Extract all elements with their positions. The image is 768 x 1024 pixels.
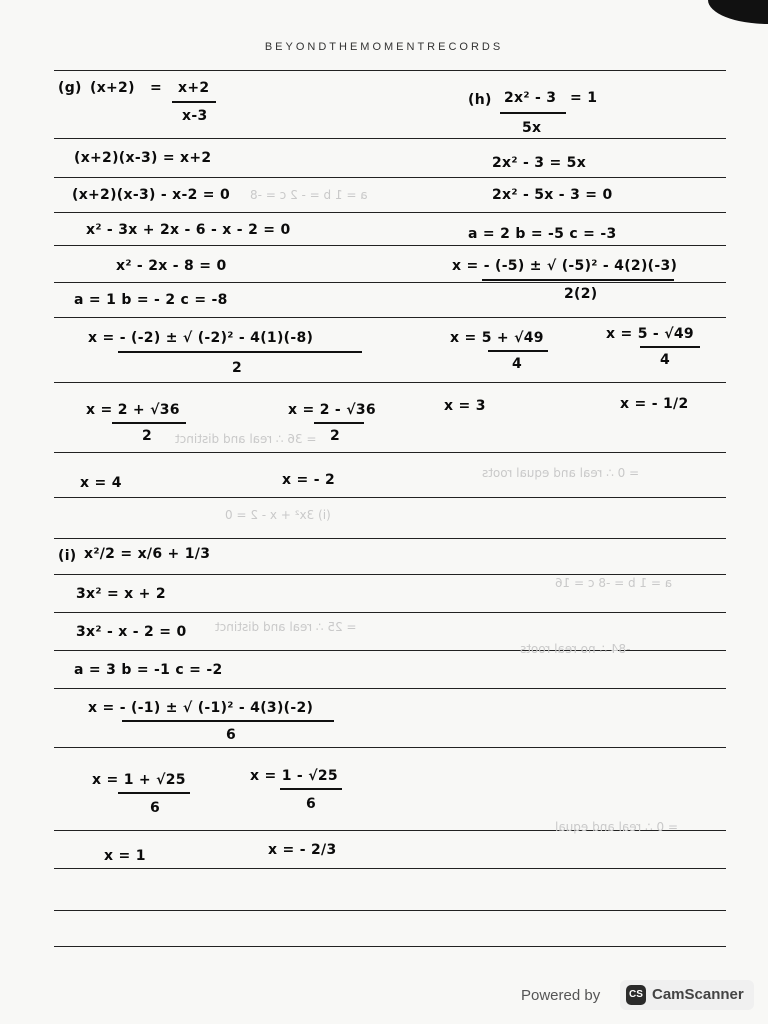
part-g-coefficients: a = 1 b = - 2 c = -8 xyxy=(74,292,228,308)
part-i-solution-minus: x = 1 - √25 xyxy=(250,768,338,784)
part-h-numerator: 2x² - 3 xyxy=(504,90,557,106)
part-g-root-1: x = 4 xyxy=(80,475,122,491)
bleed-through-text: -84 ∴ no real roots xyxy=(520,642,631,656)
part-g-root-2: x = - 2 xyxy=(282,472,336,488)
part-h-formula-denominator: 2(2) xyxy=(564,286,598,302)
part-h-denominator: 5x xyxy=(522,120,542,136)
ruled-line xyxy=(54,177,726,178)
ruled-line xyxy=(54,574,726,575)
fraction-bar xyxy=(122,720,334,722)
part-h-coefficients: a = 2 b = -5 c = -3 xyxy=(468,226,617,242)
part-g-solution-plus-denominator: 2 xyxy=(142,428,153,444)
part-g-formula-denominator: 2 xyxy=(232,360,243,376)
ruled-line xyxy=(54,538,726,539)
ruled-line xyxy=(54,946,726,947)
part-h-step-2: 2x² - 5x - 3 = 0 xyxy=(492,187,613,203)
part-h-solution-plus: x = 5 + √49 xyxy=(450,330,544,346)
ruled-line xyxy=(54,317,726,318)
fraction-bar xyxy=(118,351,362,353)
part-g-label: (g) xyxy=(58,80,82,96)
part-h-step-1: 2x² - 3 = 5x xyxy=(492,155,587,171)
ruled-line xyxy=(54,245,726,246)
part-h-root-1: x = 3 xyxy=(444,398,486,414)
bleed-through-text: = 36 ∴ real and distinct xyxy=(175,432,317,446)
fraction-bar xyxy=(172,101,216,103)
ruled-line xyxy=(54,910,726,911)
bleed-through-text: a = 1 b = - 2 c = -8 xyxy=(250,188,368,202)
part-g-step-3: x² - 3x + 2x - 6 - x - 2 = 0 xyxy=(86,222,291,238)
part-g-lhs: (x+2) xyxy=(90,80,135,96)
ruled-line xyxy=(54,452,726,453)
part-g-solution-plus: x = 2 + √36 xyxy=(86,402,180,418)
camscanner-logo-icon: CS xyxy=(626,985,646,1005)
powered-by-text: Powered by xyxy=(521,987,601,1004)
notebook-brand: BEYONDTHEMOMENTRECORDS xyxy=(264,41,504,53)
part-h-solution-plus-denominator: 4 xyxy=(512,356,523,372)
ruled-line xyxy=(54,868,726,869)
part-h-label: (h) xyxy=(468,92,492,108)
part-i-coefficients: a = 3 b = -1 c = -2 xyxy=(74,662,223,678)
ruled-line xyxy=(54,382,726,383)
camscanner-name: CamScanner xyxy=(652,986,744,1003)
part-i-root-2: x = - 2/3 xyxy=(268,842,337,858)
part-i-solution-minus-denominator: 6 xyxy=(306,796,317,812)
part-g-step-1: (x+2)(x-3) = x+2 xyxy=(74,150,212,166)
part-h-quadratic-formula: x = - (-5) ± √ (-5)² - 4(2)(-3) xyxy=(452,258,678,274)
part-i-step-2: 3x² - x - 2 = 0 xyxy=(76,624,187,640)
part-g-denominator: x-3 xyxy=(182,108,208,124)
fraction-bar xyxy=(488,350,548,352)
fraction-bar xyxy=(118,792,190,794)
fraction-bar xyxy=(314,422,364,424)
ruled-line xyxy=(54,282,726,283)
part-i-solution-plus-denominator: 6 xyxy=(150,800,161,816)
ruled-line xyxy=(54,747,726,748)
fraction-bar xyxy=(112,422,186,424)
part-h-root-2: x = - 1/2 xyxy=(620,396,689,412)
part-g-step-4: x² - 2x - 8 = 0 xyxy=(116,258,227,274)
ruled-line xyxy=(54,612,726,613)
part-h-solution-minus-denominator: 4 xyxy=(660,352,671,368)
part-h-solution-minus: x = 5 - √49 xyxy=(606,326,694,342)
fraction-bar xyxy=(500,112,566,114)
part-i-equation: x²/2 = x/6 + 1/3 xyxy=(84,546,211,562)
fraction-bar xyxy=(482,279,674,281)
bleed-through-text: (i) 3x² + x - 2 = 0 xyxy=(225,508,331,522)
part-i-root-1: x = 1 xyxy=(104,848,146,864)
part-g-solution-minus-denominator: 2 xyxy=(330,428,341,444)
bleed-through-text: a = 1 b = -8 c = 16 xyxy=(555,576,673,590)
part-g-numerator: x+2 xyxy=(178,80,210,96)
bleed-through-text: = 0 ∴ real and equal roots xyxy=(482,466,640,480)
bleed-through-text: = 0 ∴ real and equal xyxy=(555,820,679,834)
ruled-line xyxy=(54,497,726,498)
part-i-formula-denominator: 6 xyxy=(226,727,237,743)
part-g-quadratic-formula: x = - (-2) ± √ (-2)² - 4(1)(-8) xyxy=(88,330,314,346)
part-g-step-2: (x+2)(x-3) - x-2 = 0 xyxy=(72,187,231,203)
ruled-line xyxy=(54,688,726,689)
part-i-label: (i) xyxy=(58,548,77,564)
ruled-line xyxy=(54,212,726,213)
part-i-step-1: 3x² = x + 2 xyxy=(76,586,166,602)
part-g-equals: = xyxy=(150,80,163,96)
bleed-through-text: = 25 ∴ real and distinct xyxy=(215,620,357,634)
ruled-line xyxy=(54,70,726,71)
part-h-equals: = 1 xyxy=(570,90,598,106)
part-i-quadratic-formula: x = - (-1) ± √ (-1)² - 4(3)(-2) xyxy=(88,700,314,716)
camscanner-badge xyxy=(620,980,754,1010)
ruled-line xyxy=(54,138,726,139)
fraction-bar xyxy=(280,788,342,790)
part-i-solution-plus: x = 1 + √25 xyxy=(92,772,186,788)
part-g-solution-minus: x = 2 - √36 xyxy=(288,402,376,418)
fraction-bar xyxy=(640,346,700,348)
